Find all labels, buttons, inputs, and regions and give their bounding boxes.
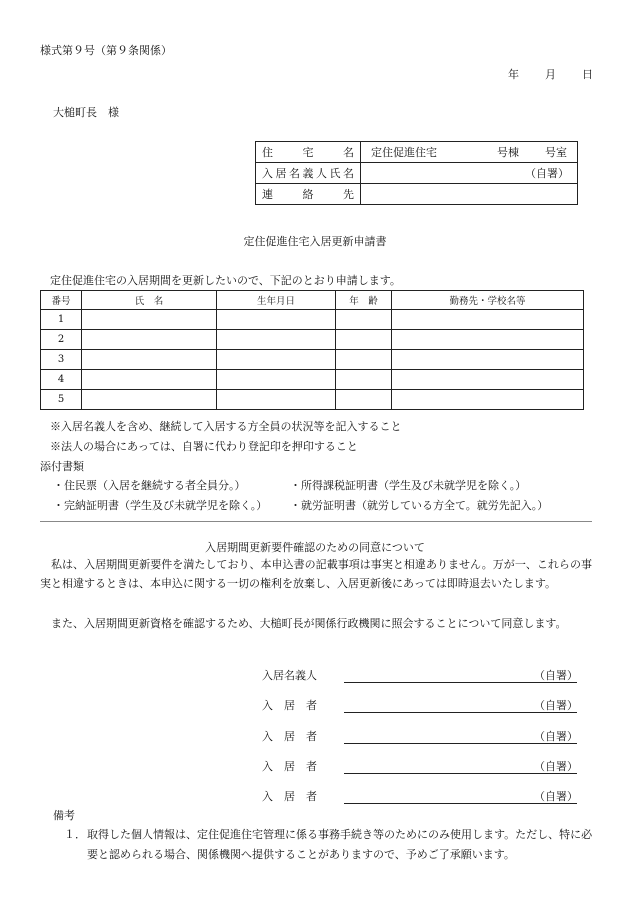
date-month-label: 月 xyxy=(545,68,556,81)
section-divider xyxy=(40,521,592,522)
cell-workplace[interactable] xyxy=(392,350,584,370)
attachment-item: ・完納証明書（学生及び未就学児を除く。） xyxy=(53,499,268,512)
table-row xyxy=(41,350,584,370)
applicant-info-table xyxy=(255,141,578,205)
table-row xyxy=(41,370,584,390)
building-label: 号棟 xyxy=(497,146,519,159)
field-residence[interactable] xyxy=(361,142,578,163)
signature-line-primary[interactable] xyxy=(262,667,582,687)
remark-text: 取得した個人情報は、定住促進住宅管理に係る事務手続き等のためにのみ使用します。ただし、特に必要と認められる場合、関係機関へ提供することがありますので、予めご了承願います。 xyxy=(87,828,593,861)
label-contact-text: 連 絡 先 xyxy=(262,188,354,201)
cell-name[interactable] xyxy=(82,350,217,370)
info-row-residence xyxy=(256,142,578,163)
cell-name[interactable] xyxy=(82,310,217,330)
cell-name[interactable] xyxy=(82,330,217,350)
field-contact[interactable] xyxy=(361,184,578,205)
row-number: 3 xyxy=(41,350,82,370)
room-label: 号室 xyxy=(545,146,567,159)
note-corporate-seal: ※法人の場合にあっては、自署に代わり登記印を押印すること xyxy=(50,440,358,453)
residence-prefix: 定住促進住宅 xyxy=(371,146,437,159)
cell-name[interactable] xyxy=(82,370,217,390)
signature-line-resident[interactable] xyxy=(262,697,582,717)
row-number: 4 xyxy=(41,370,82,390)
row-number: 1 xyxy=(41,310,82,330)
header-workplace: 勤務先・学校名等 xyxy=(392,291,584,310)
self-sign-mark: （自署） xyxy=(534,669,578,682)
signature-label: 入居名義人 xyxy=(262,669,317,682)
cell-birthdate[interactable] xyxy=(217,370,336,390)
addressee: 大槌町長 様 xyxy=(53,106,119,119)
date-day-label: 日 xyxy=(582,68,593,81)
cell-age[interactable] xyxy=(336,330,392,350)
cell-birthdate[interactable] xyxy=(217,350,336,370)
label-contact xyxy=(256,184,361,205)
attachment-item: ・住民票（入居を継続する者全員分。） xyxy=(53,479,246,492)
remark-item xyxy=(64,825,594,865)
members-header-row xyxy=(41,291,584,310)
table-row xyxy=(41,310,584,330)
self-sign-mark: （自署） xyxy=(534,760,578,773)
table-row xyxy=(41,330,584,350)
header-age: 年 齢 xyxy=(336,291,392,310)
cell-workplace[interactable] xyxy=(392,310,584,330)
row-number: 2 xyxy=(41,330,82,350)
self-sign-mark: （自署） xyxy=(534,790,578,803)
signature-line-resident[interactable] xyxy=(262,728,582,748)
attachment-item: ・就労証明書（就労している方全て。就労先記入。） xyxy=(290,499,549,512)
consent-paragraph-1: 私は、入居期間更新要件を満たしており、本申込書の記載事項は事実と相違ありません。万が一、これらの事実と相違するときは、本申込に関する一切の権利を放棄し、入居更新後にあっては即時退去いたします。 xyxy=(40,558,592,590)
label-residence-text: 住 宅 名 xyxy=(262,146,354,159)
self-sign-mark: （自署） xyxy=(534,730,578,743)
signature-label: 入 居 者 xyxy=(262,730,317,743)
self-sign-mark: （自署） xyxy=(534,699,578,712)
cell-workplace[interactable] xyxy=(392,390,584,410)
date-line xyxy=(472,66,593,82)
note-all-residents: ※入居名義人を含め、継続して入居する方全員の状況等を記入すること xyxy=(50,420,402,433)
cell-workplace[interactable] xyxy=(392,370,584,390)
cell-age[interactable] xyxy=(336,310,392,330)
cell-age[interactable] xyxy=(336,370,392,390)
table-row xyxy=(41,390,584,410)
cell-age[interactable] xyxy=(336,350,392,370)
consent-title: 入居期間更新要件確認のための同意について xyxy=(205,541,425,554)
self-sign-mark: （自署） xyxy=(525,167,569,180)
form-number: 様式第９号（第９条関係） xyxy=(40,44,172,57)
field-name[interactable] xyxy=(361,163,578,184)
row-number: 5 xyxy=(41,390,82,410)
signature-label: 入 居 者 xyxy=(262,790,317,803)
cell-age[interactable] xyxy=(336,390,392,410)
date-year-label: 年 xyxy=(508,68,519,81)
label-residence xyxy=(256,142,361,163)
attachment-item: ・所得課税証明書（学生及び未就学児を除く。） xyxy=(290,479,527,492)
cell-name[interactable] xyxy=(82,390,217,410)
cell-birthdate[interactable] xyxy=(217,390,336,410)
remarks-title: 備考 xyxy=(53,809,75,822)
remark-number: １． xyxy=(64,828,86,841)
signature-line-resident[interactable] xyxy=(262,788,582,808)
attachments-title: 添付書類 xyxy=(40,460,84,473)
signature-line-resident[interactable] xyxy=(262,758,582,778)
members-table xyxy=(40,290,584,410)
cell-birthdate[interactable] xyxy=(217,330,336,350)
info-row-name xyxy=(256,163,578,184)
header-name: 氏 名 xyxy=(82,291,217,310)
consent-paragraph-2: また、入居期間更新資格を確認するため、大槌町長が関係行政機関に照会することについて同意します。 xyxy=(51,617,567,630)
signature-label: 入 居 者 xyxy=(262,760,317,773)
label-name xyxy=(256,163,361,184)
signature-label: 入 居 者 xyxy=(262,699,317,712)
cell-birthdate[interactable] xyxy=(217,310,336,330)
header-number: 番号 xyxy=(41,291,82,310)
header-birthdate: 生年月日 xyxy=(217,291,336,310)
document-title: 定住促進住宅入居更新申請書 xyxy=(243,235,387,248)
cell-workplace[interactable] xyxy=(392,330,584,350)
intro-text: 定住促進住宅の入居期間を更新したいので、下記のとおり申請します。 xyxy=(50,274,401,287)
info-row-contact xyxy=(256,184,578,205)
label-name-text: 入 居 名 義 人 氏 名 xyxy=(262,167,354,180)
